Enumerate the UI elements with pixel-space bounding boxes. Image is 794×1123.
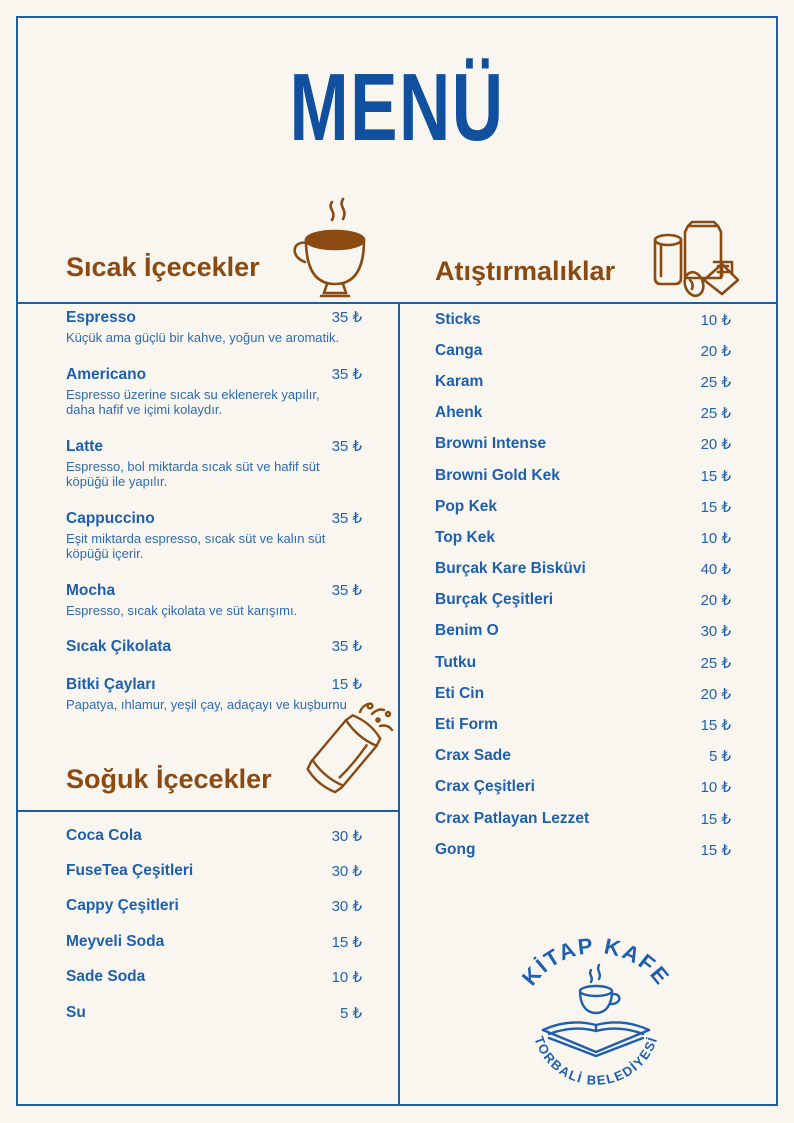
menu-item xyxy=(435,772,731,803)
section-title-snacks: Atıştırmalıklar xyxy=(435,256,616,286)
menu-item xyxy=(435,616,731,647)
page-title: MENÜ xyxy=(289,54,505,161)
item-name: Latte xyxy=(66,437,104,455)
item-name: Burçak Çeşitleri xyxy=(435,591,554,609)
menu-item xyxy=(435,834,731,865)
item-name: Crax Patlayan Lezzet xyxy=(435,809,590,827)
menu-item xyxy=(66,995,362,1030)
item-price: 15 ₺ xyxy=(700,810,731,828)
item-description: Espresso, bol miktarda sıcak süt ve hafif süt köpüğü ile yapılır. xyxy=(66,458,320,489)
item-description: Papatya, ıhlamur, yeşil çay, adaçayı ve kuşburnu xyxy=(66,697,347,712)
item-description: Eşit miktarda espresso, sıcak süt ve kalın süt köpüğü içerir. xyxy=(66,530,326,561)
menu-item xyxy=(435,491,731,522)
item-description: Espresso üzerine sıcak su eklenerek yapılır, daha hafif ve içimi kolaydır. xyxy=(66,386,320,417)
menu-item xyxy=(66,924,362,959)
menu-item xyxy=(66,818,362,853)
item-price: 10 ₺ xyxy=(700,779,731,797)
menu-item xyxy=(435,429,731,460)
hot-drinks-list xyxy=(66,308,362,732)
item-price: 30 ₺ xyxy=(331,898,362,916)
divider-vertical xyxy=(398,302,400,1104)
item-name: Pop Kek xyxy=(435,497,498,515)
menu-item xyxy=(66,853,362,888)
item-price: 5 ₺ xyxy=(708,748,731,766)
menu-item xyxy=(435,741,731,772)
item-price: 30 ₺ xyxy=(331,863,362,881)
item-price: 20 ₺ xyxy=(700,436,731,454)
item-name: Burçak Kare Bisküvi xyxy=(435,560,586,578)
item-name: Coca Cola xyxy=(66,826,142,844)
item-price: 35 ₺ xyxy=(331,365,362,383)
item-name: Ahenk xyxy=(435,404,483,422)
menu-item xyxy=(66,509,362,562)
item-name: Sade Soda xyxy=(66,968,146,986)
menu-item xyxy=(435,709,731,740)
menu-item xyxy=(435,554,731,585)
logo-bottom-text: TORBALİ BELEDİYESİ xyxy=(531,1034,661,1086)
item-price: 15 ₺ xyxy=(331,676,362,693)
item-name: Browni Intense xyxy=(435,435,547,453)
item-name: Tutku xyxy=(435,653,477,671)
item-name: Sıcak Çikolata xyxy=(66,638,172,655)
item-name: Karam xyxy=(435,372,484,390)
snacks-list xyxy=(435,304,731,865)
item-name: Eti Cin xyxy=(435,684,485,702)
item-name: FuseTea Çeşitleri xyxy=(66,862,194,880)
item-name: Bitki Çayları xyxy=(66,676,156,693)
menu-item xyxy=(435,398,731,429)
item-price: 20 ₺ xyxy=(700,685,731,703)
item-price: 25 ₺ xyxy=(700,405,731,423)
item-name: Top Kek xyxy=(435,528,495,546)
item-price: 15 ₺ xyxy=(700,498,731,516)
item-price: 15 ₺ xyxy=(331,933,362,951)
item-name: Su xyxy=(66,1003,86,1021)
item-name: Mocha xyxy=(66,581,116,599)
cold-drinks-list xyxy=(66,818,362,1030)
item-name: Crax Sade xyxy=(435,747,511,765)
logo-top-text: KİTAP KAFE xyxy=(516,934,676,991)
item-price: 15 ₺ xyxy=(700,467,731,485)
item-name: Cappuccino xyxy=(66,509,155,527)
snacks-icon xyxy=(648,216,740,305)
item-name: Americano xyxy=(66,365,147,383)
item-name: Sticks xyxy=(435,310,481,328)
menu-item xyxy=(435,366,731,397)
coffee-cup-icon xyxy=(283,196,379,307)
item-price: 25 ₺ xyxy=(700,654,731,672)
item-price: 35 ₺ xyxy=(331,309,362,326)
item-price: 35 ₺ xyxy=(331,437,362,455)
item-price: 20 ₺ xyxy=(700,592,731,610)
item-name: Eti Form xyxy=(435,716,498,734)
item-price: 35 ₺ xyxy=(331,509,362,527)
item-name: Benim O xyxy=(435,622,499,640)
item-name: Browni Gold Kek xyxy=(435,466,560,484)
menu-item xyxy=(66,637,362,656)
menu-item xyxy=(435,460,731,491)
item-price: 40 ₺ xyxy=(700,561,731,579)
section-title-cold-drinks: Soğuk İçecekler xyxy=(66,764,272,794)
menu-item xyxy=(66,581,362,619)
item-price: 35 ₺ xyxy=(331,581,362,599)
item-name: Meyveli Soda xyxy=(66,932,165,950)
menu-item xyxy=(435,803,731,834)
item-price: 5 ₺ xyxy=(339,1004,362,1022)
item-price: 10 ₺ xyxy=(331,969,362,987)
menu-item xyxy=(435,585,731,616)
item-price: 15 ₺ xyxy=(700,717,731,735)
item-price: 15 ₺ xyxy=(700,841,731,859)
section-title-hot-drinks: Sıcak İçecekler xyxy=(66,252,260,282)
menu-item xyxy=(435,522,731,553)
item-name: Canga xyxy=(435,341,483,359)
divider-horizontal-cold xyxy=(18,810,399,812)
item-price: 10 ₺ xyxy=(700,311,731,329)
menu-item xyxy=(435,304,731,335)
item-name: Espresso xyxy=(66,309,136,326)
open-book-coffee-icon xyxy=(543,965,649,1056)
item-name: Crax Çeşitleri xyxy=(435,778,535,796)
menu-item xyxy=(66,365,362,418)
item-name: Cappy Çeşitleri xyxy=(66,897,179,915)
menu-item xyxy=(435,647,731,678)
item-price: 35 ₺ xyxy=(331,638,362,655)
menu-item xyxy=(66,960,362,995)
item-description: Küçük ama güçlü bir kahve, yoğun ve aromatik. xyxy=(66,330,340,345)
menu-item xyxy=(66,675,362,713)
kitap-kafe-logo xyxy=(503,934,689,1091)
item-price: 30 ₺ xyxy=(700,623,731,641)
item-price: 10 ₺ xyxy=(700,529,731,547)
menu-item xyxy=(66,308,362,346)
menu-item xyxy=(435,678,731,709)
item-description: Espresso, sıcak çikolata ve süt karışımı. xyxy=(66,602,298,618)
menu-item xyxy=(66,889,362,924)
item-price: 20 ₺ xyxy=(700,342,731,360)
item-name: Gong xyxy=(435,840,476,858)
item-price: 25 ₺ xyxy=(700,373,731,391)
item-price: 30 ₺ xyxy=(331,827,362,845)
menu-item xyxy=(435,335,731,366)
menu-item xyxy=(66,437,362,490)
